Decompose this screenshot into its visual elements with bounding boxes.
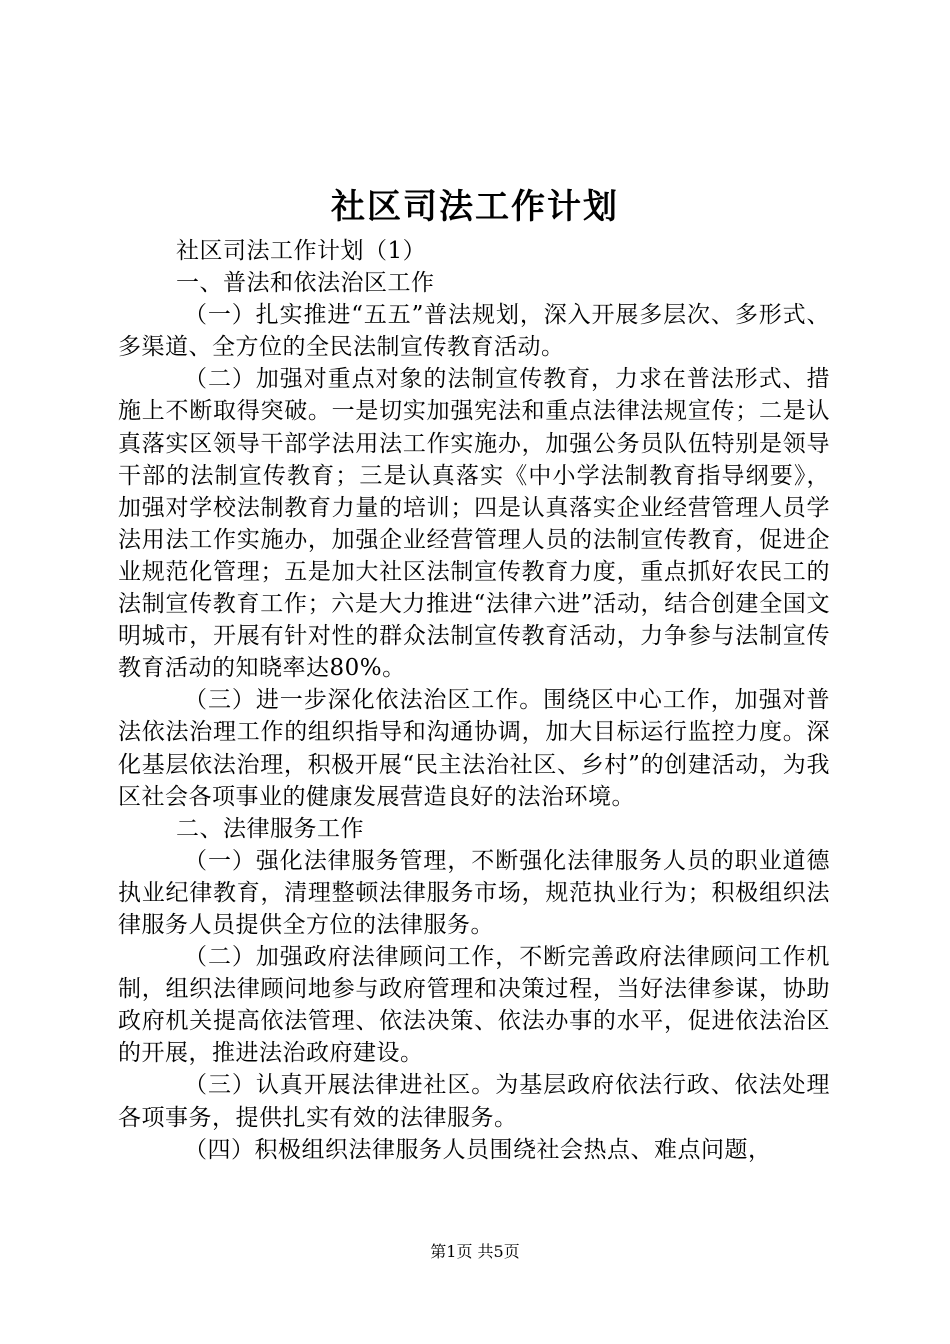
- paragraph: （一）强化法律服务管理，不断强化法律服务人员的职业道德执业纪律教育，清理整顿法律服务市场，规范执业行为；积极组织法律服务人员提供全方位的法律服务。: [118, 847, 830, 938]
- document-body: [118, 235, 830, 1166]
- paragraph: （一）扎实推进“五五”普法规划，深入开展多层次、多形式、多渠道、全方位的全民法制宣传教育活动。: [118, 302, 830, 361]
- paragraph: （三）进一步深化依法治区工作。围绕区中心工作，加强对普法依法治理工作的组织指导和沟通协调，加大目标运行监控力度。深化基层依法治理，积极开展“民主法治社区、乡村”的创建活动，为我区社会各项事业的健康发展营造良好的法治环境。: [118, 687, 830, 810]
- paragraph: （三）认真开展法律进社区。为基层政府依法行政、依法处理各项事务，提供扎实有效的法律服务。: [118, 1072, 830, 1131]
- paragraph: 社区司法工作计划（1）: [176, 238, 427, 264]
- page-footer: 第1页 共5页: [430, 1242, 520, 1261]
- section-heading: 二、法律服务工作: [176, 815, 364, 842]
- paragraph: （二）加强对重点对象的法制宣传教育，力求在普法形式、措施上不断取得突破。一是切实加强宪法和重点法律法规宣传；二是认真落实区领导干部学法用法工作实施办，加强公务员队伍特别是领导干部的法制宣传教育；三是认真落实《中小学法制教育指导纲要》，加强对学校法制教育力量的培训；四是认真落实企业经营管理人员学法用法工作实施办，加强企业经营管理人员的法制宣传教育，促进企业规范化管理；五是加大社区法制宣传教育力度，重点抓好农民工的法制宣传教育工作；六是大力推进“法律六进”活动，结合创建全国文明城市，开展有针对性的群众法制宣传教育活动，力争参与法制宣传教育活动的知晓率达80%。: [118, 366, 830, 682]
- section-heading: 一、普法和依法治区工作: [176, 270, 435, 297]
- paragraph: （四）积极组织法律服务人员围绕社会热点、难点问题，: [184, 1136, 772, 1163]
- paragraph: （二）加强政府法律顾问工作，不断完善政府法律顾问工作机制，组织法律顾问地参与政府管理和决策过程，当好法律参谋，协助政府机关提高依法管理、依法决策、依法办事的水平，促进依法治区的开展，推进法治政府建设。: [118, 944, 830, 1067]
- document-title: 社区司法工作计划: [331, 187, 619, 227]
